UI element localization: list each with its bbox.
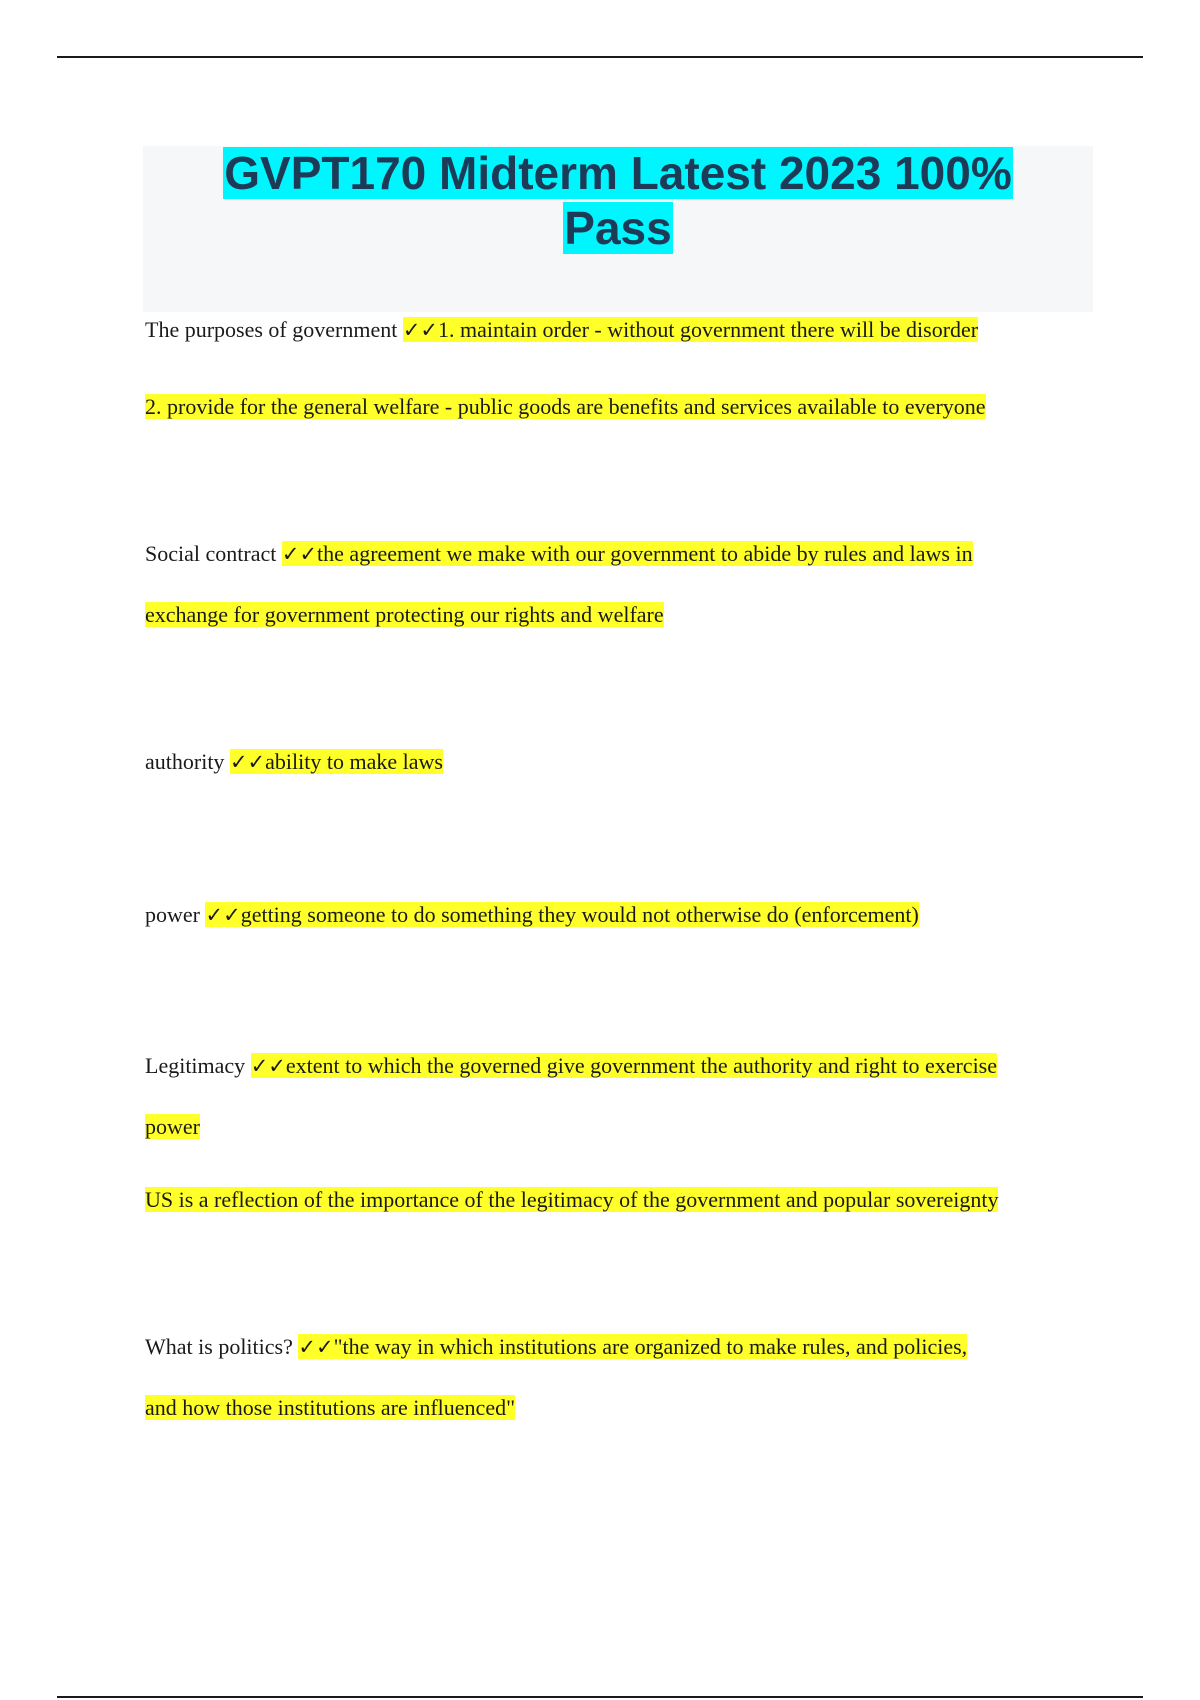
entry-answer: ✓✓getting someone to do something they would not otherwise do (enforcement) bbox=[205, 902, 919, 927]
entry-legitimacy bbox=[145, 1049, 997, 1083]
bottom-rule bbox=[57, 1696, 1143, 1698]
entry-authority bbox=[145, 745, 443, 779]
title-line-2: Pass bbox=[564, 202, 672, 254]
entry-social-contract bbox=[145, 537, 973, 571]
entry-answer: ✓✓extent to which the governed give government the authority and right to exercise bbox=[250, 1053, 998, 1078]
entry-answer-line: exchange for government protecting our rights and welfare bbox=[145, 602, 664, 627]
entry-answer: ✓✓1. maintain order - without government there will be disorder bbox=[402, 317, 979, 342]
title-line-1: GVPT170 Midterm Latest 2023 100% bbox=[224, 147, 1012, 199]
entry-answer: ✓✓ability to make laws bbox=[229, 749, 443, 774]
entry-answer: ✓✓the agreement we make with our government to abide by rules and laws in bbox=[281, 541, 973, 566]
entry-answer-continuation bbox=[145, 390, 986, 424]
check-mark-icon: ✓✓ bbox=[250, 1054, 286, 1078]
entry-answer-continuation bbox=[145, 1183, 998, 1217]
entry-power bbox=[145, 898, 919, 932]
entry-term: Social contract bbox=[145, 541, 277, 566]
check-mark-icon: ✓✓ bbox=[298, 1335, 334, 1359]
entry-term: Legitimacy bbox=[145, 1053, 246, 1078]
entry-term: The purposes of government bbox=[145, 317, 398, 342]
entry-answer-line: power bbox=[145, 1114, 200, 1139]
entry-answer-line: US is a reflection of the importance of the legitimacy of the government and popular sovereignty bbox=[145, 1187, 999, 1212]
entry-what-is-politics bbox=[145, 1330, 967, 1364]
check-mark-icon: ✓✓ bbox=[281, 542, 318, 566]
entry-answer-continuation bbox=[145, 1391, 515, 1425]
top-rule bbox=[57, 56, 1143, 58]
entry-answer-line: 2. provide for the general welfare - public goods are benefits and services available to everyone bbox=[145, 394, 986, 419]
entry-purposes-of-government bbox=[145, 313, 978, 347]
entry-answer-line: and how those institutions are influenced" bbox=[145, 1395, 516, 1420]
entry-answer-continuation bbox=[145, 1110, 200, 1144]
check-mark-icon: ✓✓ bbox=[229, 750, 266, 774]
entry-answer-continuation bbox=[145, 598, 664, 632]
entry-term: power bbox=[145, 902, 200, 927]
entry-term: What is politics? bbox=[145, 1334, 293, 1359]
document-title bbox=[143, 146, 1093, 256]
entry-answer: ✓✓"the way in which institutions are organized to make rules, and policies, bbox=[298, 1334, 968, 1359]
entry-term: authority bbox=[145, 749, 225, 774]
check-mark-icon: ✓✓ bbox=[205, 903, 241, 927]
check-mark-icon: ✓✓ bbox=[402, 318, 439, 342]
